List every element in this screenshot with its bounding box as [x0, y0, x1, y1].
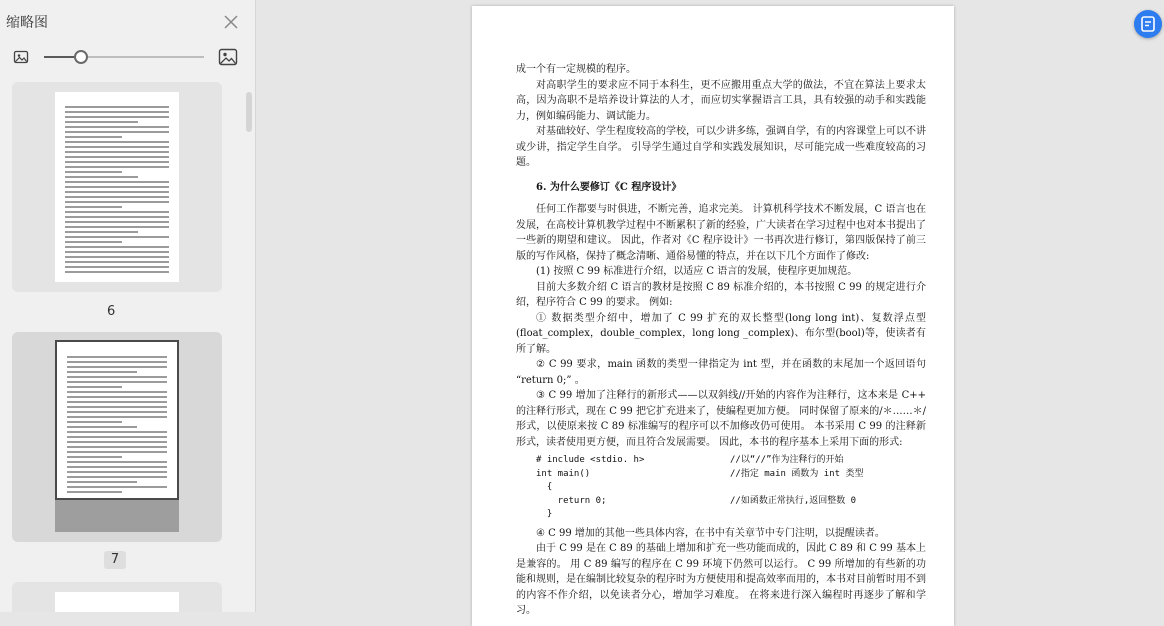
thumbnail-text-line: [65, 241, 122, 243]
thumbnail-text-line: [67, 431, 167, 433]
thumbnail-text-line: [65, 136, 122, 138]
thumbnail-text-line: [67, 441, 167, 443]
thumbnail-text-line: [67, 436, 167, 438]
thumbnail-text-line: [67, 371, 137, 373]
thumbnail-text-line: [67, 396, 167, 398]
thumbnail-zoom-control: [0, 44, 255, 72]
paragraph: 由于 C 99 是在 C 89 的基础上增加和扩充一些功能而成的，因此 C 89 和 C 99 基本上是兼容的。 用 C 89 编写的程序在 C 99 环境下仍然可以运行。 C 99 所增加的有些新的功能和规则，是在编制比较复杂的程序时为方便使用和提高效率而用的，本书对目前暂时用不到的内容不作介绍，以免读者分心，增加学习难度。 在将来进行深入编程时再逐步了解和学习。: [516, 543, 926, 616]
code-comment: //指定 main 函数为 int 类型: [730, 468, 864, 479]
thumbnail-page-preview: [55, 340, 179, 500]
thumbnail-text-line: [67, 386, 122, 388]
thumbnail-text-line: [65, 141, 169, 143]
close-icon[interactable]: [222, 13, 240, 31]
thumbnail-text-line: [67, 361, 167, 363]
thumbnail-text-line: [65, 221, 169, 223]
code-text: int main(): [536, 468, 591, 479]
thumbnail-sidebar: [0, 0, 256, 612]
thumbnail-text-line: [67, 481, 137, 483]
thumbnail-text-line: [67, 411, 167, 413]
thumbnail-page-preview: [55, 592, 179, 612]
code-text: }: [536, 509, 553, 519]
code-line: [536, 468, 926, 482]
code-text: return 0;: [536, 495, 607, 506]
code-line: [536, 454, 926, 468]
thumbnail-text-line: [67, 466, 167, 468]
thumbnail-text-line: [67, 421, 122, 423]
thumbnail-text-line: [65, 116, 169, 118]
thumbnail-text-line: [65, 156, 169, 158]
thumbnail-text-line: [65, 201, 169, 203]
sidebar-scrollbar[interactable]: [246, 92, 252, 132]
thumbnail-text-line: [67, 461, 167, 463]
thumbnail-text-line: [67, 451, 167, 453]
thumbnail-text-line: [65, 131, 169, 133]
thumbnail-text-line: [67, 476, 167, 478]
code-line: [536, 481, 926, 495]
thumbnail-text-line: [67, 366, 167, 368]
thumbnail-text-line: [65, 196, 169, 198]
thumbnail-text-line: [65, 181, 169, 183]
code-comment: //如函数正常执行,返回整数 0: [730, 495, 857, 506]
thumbnail-text-line: [65, 271, 169, 273]
thumbnail-text-line: [67, 491, 122, 493]
zoom-slider-handle[interactable]: [74, 50, 88, 64]
code-line: [536, 508, 926, 522]
thumbnail-overflow-shade: [55, 500, 179, 532]
thumbnail-text-line: [67, 376, 167, 378]
thumbnail-text-line: [65, 111, 169, 113]
thumbnail-text-line: [65, 216, 169, 218]
zoom-slider[interactable]: [44, 56, 204, 58]
code-comment: //以“//”作为注释行的开始: [730, 455, 844, 465]
paragraph: 目前大多数介绍 C 语言的教材是按照 C 89 标准介绍的，本书按照 C 99 的规定进行介绍，程序符合 C 99 的要求。 例如:: [516, 281, 926, 308]
thumbnail-text-line: [67, 401, 167, 403]
page-thumbnail-selected[interactable]: [12, 332, 222, 542]
thumbnail-text-line: [67, 426, 137, 428]
thumbnail-text-line: [65, 166, 169, 168]
code-text: # include <stdio. h>: [536, 455, 645, 465]
thumbnail-text-line: [65, 251, 169, 253]
thumbnail-text-line: [67, 356, 167, 358]
image-small-icon[interactable]: [13, 49, 29, 65]
thumbnail-text-line: [67, 391, 167, 393]
thumbnail-text-line: [65, 236, 169, 238]
thumbnail-text-line: [65, 206, 122, 208]
thumbnail-text-line: [67, 381, 167, 383]
page-thumbnail[interactable]: [12, 82, 222, 292]
page-number-label-selected: 7: [104, 551, 126, 569]
paragraph: 成一个有一定规模的程序。: [516, 64, 636, 75]
thumbnail-text-line: [67, 486, 167, 488]
paragraph: (1) 按照 C 99 标准进行介绍，以适应 C 语言的发展，使程序更加规范。: [536, 266, 858, 277]
code-line: [536, 495, 926, 509]
thumbnail-text-line: [65, 246, 169, 248]
code-text: {: [536, 482, 553, 492]
thumbnail-text-line: [67, 471, 167, 473]
thumbnail-text-line: [65, 226, 169, 228]
thumbnail-text-line: [65, 211, 169, 213]
thumbnail-text-line: [65, 256, 169, 258]
document-page: [472, 6, 954, 626]
document-body: [516, 62, 926, 619]
thumbnail-text-line: [67, 406, 167, 408]
paragraph: ④ C 99 增加的其他一些具体内容，在书中有关章节中专门注明，以提醒读者。: [536, 527, 885, 539]
thumbnail-text-line: [67, 446, 167, 448]
paragraph: ① 数据类型介绍中，增加了 C 99 扩充的双长整型(long long int)、复数浮点型(float_complex，double_complex，long long _complex)、布尔型(bool)等，使读者有所了解。: [516, 312, 926, 355]
paragraph: 任何工作都要与时俱进，不断完善，追求完美。 计算机科学技术不断发展，C 语言也在发展，在高校计算机教学过程中不断累积了新的经验，广大读者在学习过程中也对本书提出了一些新的期望和建议。 因此，作者对《C 程序设计》一书再次进行修订，第四版保持了前三版的写作风格，保持了概念清晰、通俗易懂的特点，并在以下几个方面作了修改:: [516, 204, 926, 262]
thumbnail-text-line: [65, 191, 169, 193]
page-thumbnail[interactable]: [12, 582, 222, 612]
sidebar-title: 缩略图: [6, 15, 48, 31]
paragraph: ② C 99 要求，main 函数的类型一律指定为 int 型，并在函数的末尾加一个返回语句 “return 0;” 。: [516, 359, 926, 386]
thumbnail-text-line: [67, 456, 122, 458]
thumbnail-text-line: [65, 186, 169, 188]
document-scan-icon: [1134, 10, 1162, 38]
thumbnail-text-line: [65, 126, 169, 128]
thumbnail-text-line: [65, 266, 169, 268]
code-block: [536, 454, 926, 522]
image-large-icon[interactable]: [218, 47, 238, 67]
thumbnail-text-line: [65, 261, 169, 263]
thumbnail-text-line: [65, 176, 138, 178]
paragraph: ③ C 99 增加了注释行的新形式——以双斜线//开始的内容作为注释行，这本来是 C++ 的注释行形式，现在 C 99 把它扩充进来了，使编程更加方便。 同时保留了原来的/＊……＊/形式，以使原来按 C 89 标准编写的程序可以不加修改仍可使用。 本书采用 C 99 的注释新形式，读者使用更方便，而且符合发展需要。 因此，本书的程序基本上采用下面的形式:: [516, 390, 926, 448]
thumbnail-text-line: [65, 146, 169, 148]
thumbnail-text-line: [65, 161, 169, 163]
thumbnail-text-line: [67, 416, 167, 418]
thumbnail-page-preview: [55, 92, 179, 282]
section-heading: 6. 为什么要修订《C 程序设计》: [536, 181, 682, 193]
page-number-label: 6: [107, 304, 116, 319]
thumbnail-text-line: [65, 121, 138, 123]
thumbnail-text-line: [65, 231, 138, 233]
floating-action-button[interactable]: [1134, 10, 1162, 38]
paragraph: 对基础较好、学生程度较高的学校，可以少讲多练，强调自学，有的内容课堂上可以不讲或少讲，指定学生自学。 引导学生通过自学和实践发展知识，尽可能完成一些难度较高的习题。: [516, 126, 926, 168]
paragraph: 对高职学生的要求应不同于本科生，更不应搬用重点大学的做法，不宜在算法上要求太高，因为高职不是培养设计算法的人才，而应切实掌握语言工具，具有较强的动手和实践能力，例如编码能力、调试能力。: [516, 79, 926, 122]
thumbnail-text-line: [65, 106, 169, 108]
thumbnail-text-line: [65, 171, 122, 173]
thumbnail-text-line: [65, 151, 169, 153]
